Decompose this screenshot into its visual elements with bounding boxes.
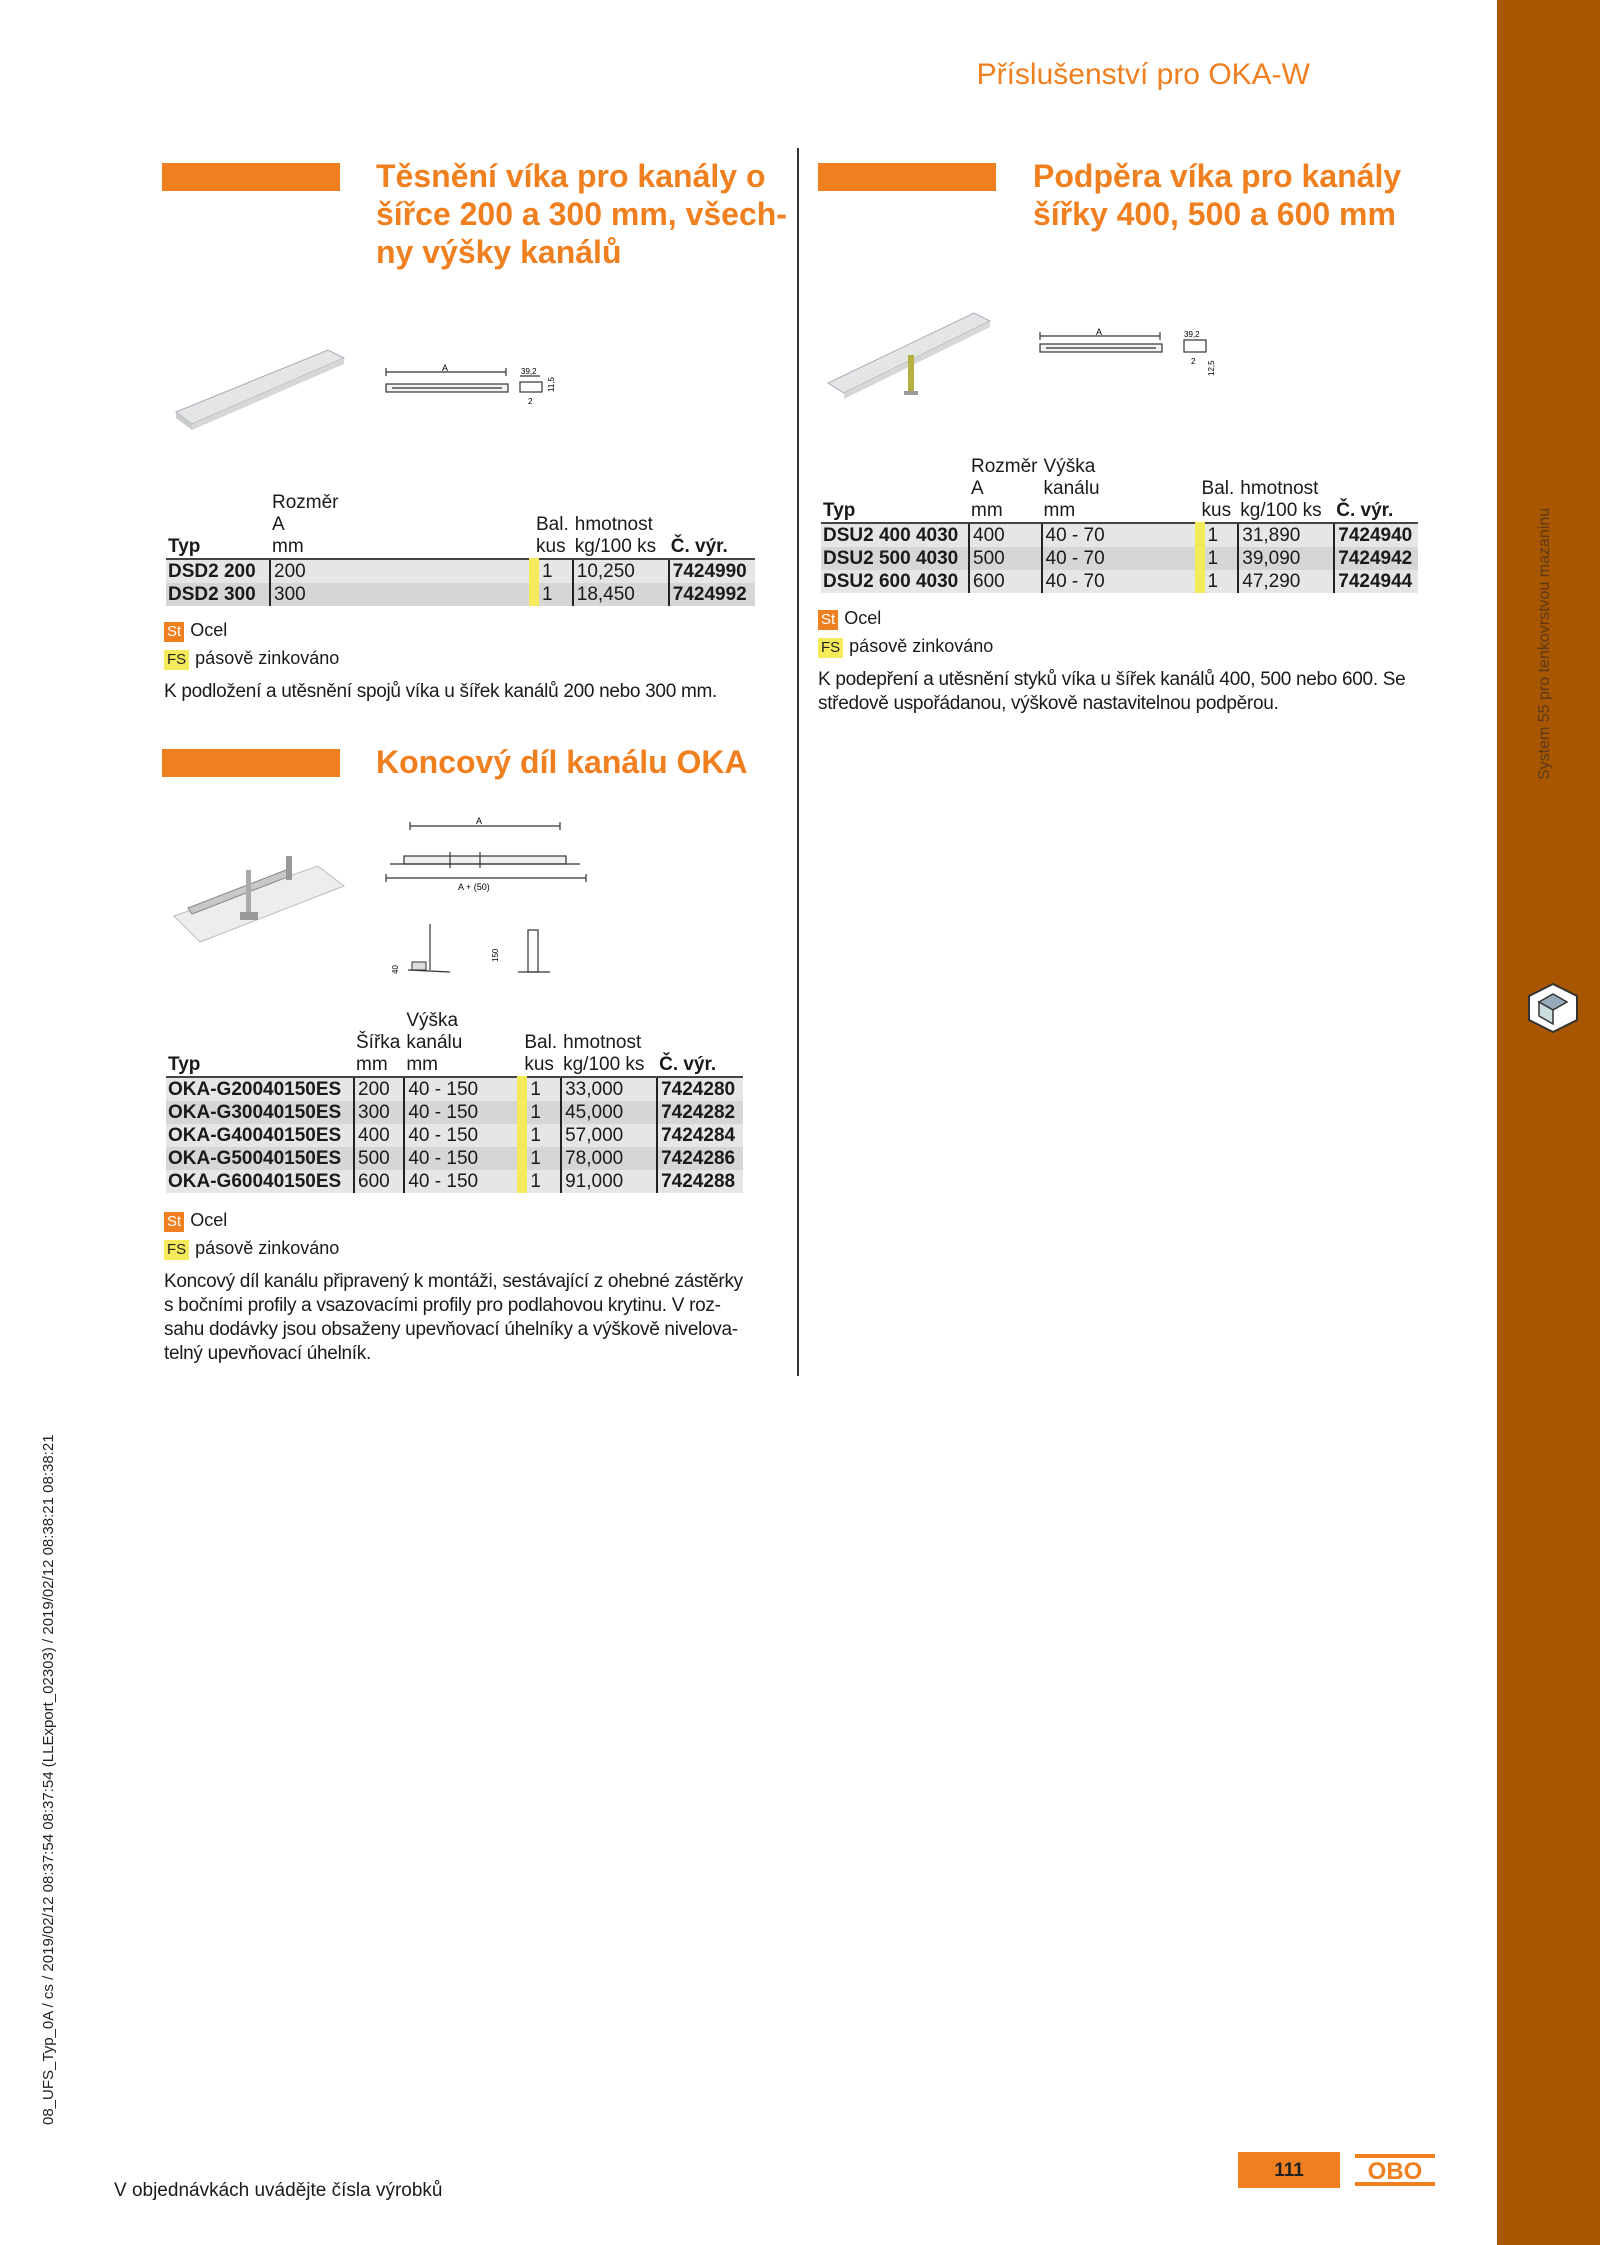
section-title-oka: Koncový díl kanálu OKA (376, 744, 748, 780)
table-row: OKA-G20040150ES 200 40 - 150 1 33,000 7424280 (166, 1077, 743, 1101)
page-header-title: Příslušenství pro OKA-W (976, 58, 1310, 91)
col-bal: Bal. kus (1200, 456, 1239, 523)
section-bar-oka (162, 749, 340, 777)
col-rozmer: Rozměr A mm (270, 492, 534, 559)
section-bar-dsu (818, 163, 996, 191)
col-bal: Bal. kus (534, 492, 573, 559)
description-dsd: K podložení a utěsnění spojů víka u šířek kanálů 200 nebo 300 mm. (164, 681, 717, 702)
product-photo-dsd (168, 340, 346, 430)
material-list-oka: St Ocel FS pásově zinkováno (164, 1206, 339, 1262)
svg-text:2: 2 (528, 397, 533, 406)
svg-text:A: A (1096, 327, 1103, 337)
material-list-dsu: St Ocel FS pásově zinkováno (818, 604, 993, 660)
material-badge-fs: FS (164, 650, 189, 670)
obo-logo (1354, 2152, 1436, 2188)
col-sirka: Šířka mm (354, 1010, 404, 1077)
material-badge-fs: FS (164, 1240, 189, 1260)
cube-icon (1525, 980, 1581, 1036)
product-photo-dsu (824, 305, 994, 405)
col-bal: Bal. kus (522, 1010, 561, 1077)
material-list-dsd: St Ocel FS pásově zinkováno (164, 616, 339, 672)
svg-text:A: A (476, 816, 483, 826)
table-row: OKA-G50040150ES 500 40 - 150 1 78,000 7424286 (166, 1147, 743, 1170)
table-dsd: Typ Rozměr A mm Bal. kus hmotnost kg/100 ks Č. výr. DSD2 200 200 1 10,250 7424990 DSD2 300 300 1 18,450 7424992 (166, 492, 755, 606)
side-brand-bar (1497, 0, 1600, 2245)
svg-text:OBO: OBO (1367, 2158, 1423, 2185)
svg-text:150: 150 (491, 948, 500, 962)
table-dsu: Typ Rozměr A mm Výška kanálu mm Bal. kus hmotnost kg/100 ks Č. výr. DSU2 400 4030 400 40 - 70 1 31,890 7424940 DSU2 500 4030 500 40 - 70 1 39,090 7424942 DSU2 600 4030 600 40 - 70 1 47,290 7424944 (821, 456, 1418, 593)
table-row: DSU2 400 4030 400 40 - 70 1 31,890 7424940 (821, 523, 1418, 547)
svg-text:12,5: 12,5 (1207, 360, 1216, 376)
column-divider (797, 148, 799, 1376)
section-title-dsu: Podpěra víka pro kanály šířky 400, 500 a 600 mm (1033, 158, 1402, 232)
svg-text:39,2: 39,2 (521, 367, 537, 376)
col-hmotnost: hmotnost kg/100 ks (561, 1010, 657, 1077)
side-vertical-label: System 55 pro tenkovrstvou mazaninu (1536, 507, 1553, 780)
svg-text:40: 40 (391, 965, 400, 974)
svg-text:39,2: 39,2 (1184, 330, 1200, 339)
col-hmotnost: hmotnost kg/100 ks (1238, 456, 1334, 523)
table-row: DSU2 500 4030 500 40 - 70 1 39,090 7424942 (821, 547, 1418, 570)
material-badge-st: St (818, 610, 838, 630)
table-row: OKA-G30040150ES 300 40 - 150 1 45,000 7424282 (166, 1101, 743, 1124)
technical-drawing-dsd (382, 362, 582, 422)
material-badge-fs: FS (818, 638, 843, 658)
print-metadata: 08_UFS_Typ_0A / cs / 2019/02/12 08:37:54 08:37:54 (LLExport_02303) / 2019/02/12 08:38:21 08:38:21 (40, 1434, 57, 2125)
material-badge-st: St (164, 622, 184, 642)
table-row: OKA-G40040150ES 400 40 - 150 1 57,000 7424284 (166, 1124, 743, 1147)
footer-note: V objednávkách uvádějte čísla výrobků (114, 2180, 443, 2201)
svg-text:2: 2 (1191, 357, 1196, 366)
svg-text:A + (50): A + (50) (458, 882, 490, 892)
table-row: DSD2 200 200 1 10,250 7424990 (166, 559, 755, 583)
description-dsu: K podepření a utěsnění styků víka u šířek kanálů 400, 500 nebo 600. Se středově uspořádanou, výškově nastavitelnou podpěrou. (818, 669, 1406, 714)
col-rozmer: Rozměr A mm (969, 456, 1042, 523)
product-photo-oka (168, 846, 348, 956)
description-oka: Koncový díl kanálu připravený k montáži, sestávající z ohebné zástěrky s bočními profily a vsazovacími profily pro podlahovou krytinu. V roz- sahu dodávky jsou obsaženy upevňovací úhelníky a výškově nivelova- telný upevňovací úhelník. (164, 1271, 743, 1364)
section-bar-dsd (162, 163, 340, 191)
page-number: 111 (1238, 2152, 1340, 2188)
svg-text:11,5: 11,5 (547, 377, 556, 392)
col-vyska: Výška kanálu mm (404, 1010, 522, 1077)
col-hmotnost: hmotnost kg/100 ks (573, 492, 669, 559)
table-row: DSU2 600 4030 600 40 - 70 1 47,290 7424944 (821, 570, 1418, 593)
col-vyska: Výška kanálu mm (1042, 456, 1200, 523)
section-title-dsd: Těsnění víka pro kanály o šířce 200 a 300 mm, všech- ny výšky kanálů (376, 158, 787, 270)
table-oka: Typ Šířka mm Výška kanálu mm Bal. kus hmotnost kg/100 ks Č. výr. OKA-G20040150ES 200 40 - 150 1 33,000 7424280 OKA-G30040150ES 300 40 - 150 1 45,000 7424282 OKA-G40040150ES 400 40 - 150 1 57,000 7424284 OKA-G50040150ES 500 40 - 150 1 78,000 7424286 OKA-G60040150ES 600 40 - 150 1 91,000 7424288 (166, 1010, 743, 1193)
material-badge-st: St (164, 1212, 184, 1232)
table-row: DSD2 300 300 1 18,450 7424992 (166, 583, 755, 606)
svg-text:A: A (442, 363, 449, 373)
table-row: OKA-G60040150ES 600 40 - 150 1 91,000 7424288 (166, 1170, 743, 1193)
technical-drawing-dsu (1036, 326, 1236, 386)
technical-drawing-oka (380, 812, 600, 1002)
